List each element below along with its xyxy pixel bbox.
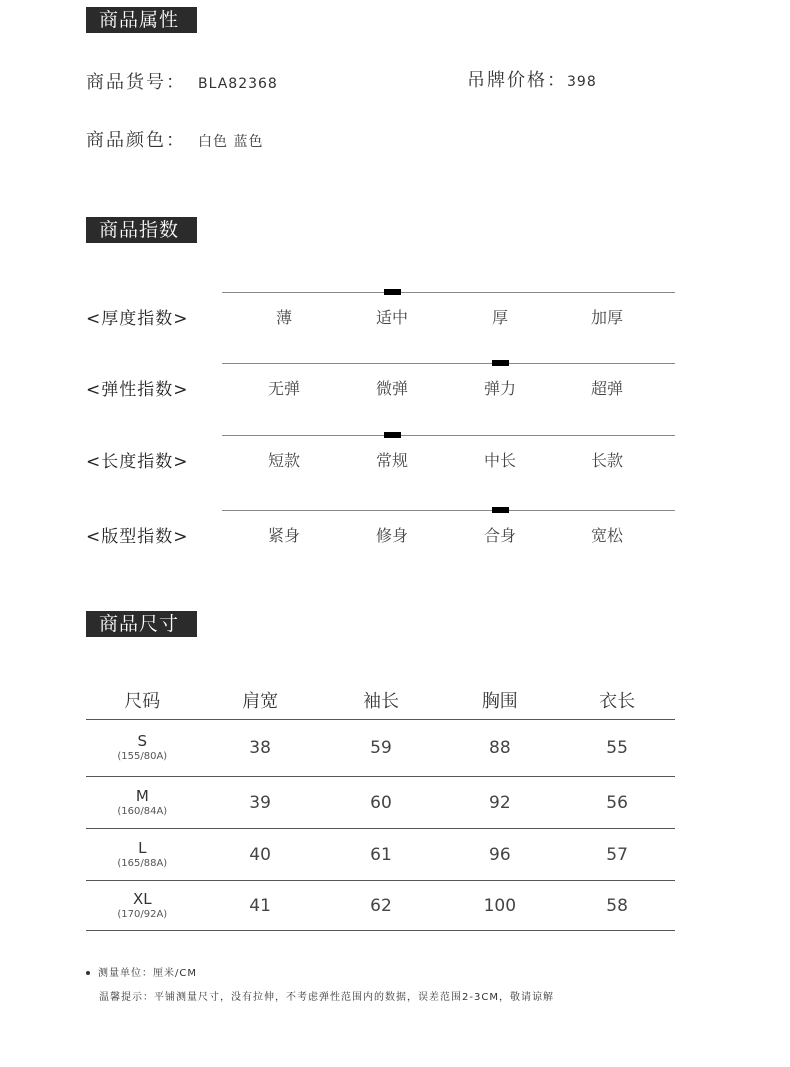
sleeve-cell: 62 <box>322 881 441 931</box>
index-option: 短款 <box>267 451 300 470</box>
index-selected-marker <box>492 360 509 366</box>
index-option: 微弹 <box>375 379 408 398</box>
index-option: 合身 <box>483 526 516 545</box>
index-scale-line <box>222 363 675 364</box>
index-option: 常规 <box>375 451 408 470</box>
bullet-icon <box>86 971 90 975</box>
index-label: <长度指数> <box>86 452 189 472</box>
tag-price-row <box>467 66 597 92</box>
index-scale-line <box>222 510 675 511</box>
index-label: <弹性指数> <box>86 380 189 400</box>
tag-price-value: 398 <box>567 74 597 90</box>
tip-note: 温馨提示：平铺测量尺寸，没有拉伸，不考虑弹性范围内的数据，误差范围2-3CM，敬请谅解 <box>99 992 554 1003</box>
size-spec: (170/92A) <box>117 908 168 920</box>
chest-cell: 96 <box>440 829 559 881</box>
size-cell <box>86 881 199 931</box>
index-option: 厚 <box>491 308 508 327</box>
chest-cell: 88 <box>440 720 559 777</box>
index-selected-marker <box>384 289 401 295</box>
item-number-value: BLA82368 <box>198 76 278 92</box>
section-title-index: 商品指数 <box>86 217 197 243</box>
table-row <box>86 881 675 931</box>
index-option: 无弹 <box>267 379 300 398</box>
shoulder-cell: 40 <box>199 829 322 881</box>
index-selected-marker <box>492 507 509 513</box>
size-spec: (155/80A) <box>117 751 168 762</box>
size-cell <box>86 720 199 777</box>
section-title-attributes: 商品属性 <box>86 7 197 33</box>
index-option: 修身 <box>375 526 408 545</box>
sleeve-cell: 60 <box>322 777 441 829</box>
chest-cell: 100 <box>440 881 559 931</box>
shoulder-cell: 38 <box>199 720 322 777</box>
index-option: 超弹 <box>590 379 623 398</box>
header-length: 衣长 <box>559 680 675 720</box>
size-table <box>86 680 675 931</box>
index-option: 薄 <box>275 308 292 327</box>
index-label: <版型指数> <box>86 527 189 547</box>
item-number-row <box>86 68 278 94</box>
size-spec: (165/88A) <box>117 857 168 869</box>
index-option: 弹力 <box>483 379 516 398</box>
index-scale-line <box>222 435 675 436</box>
measurement-unit-note <box>86 964 197 979</box>
index-option: 适中 <box>375 308 408 327</box>
size-name: L <box>138 838 147 857</box>
index-option: 中长 <box>483 451 516 470</box>
index-scale-line <box>222 292 675 293</box>
size-cell <box>86 829 199 881</box>
tag-price-label: 吊牌价格： <box>467 70 567 91</box>
index-option: 加厚 <box>590 308 623 327</box>
index-option: 长款 <box>590 451 623 470</box>
color-row <box>86 126 263 152</box>
index-label: <厚度指数> <box>86 309 189 329</box>
header-shoulder: 肩宽 <box>199 680 322 720</box>
item-number-label: 商品货号： <box>86 72 186 93</box>
index-option: 紧身 <box>267 526 300 545</box>
table-row <box>86 720 675 777</box>
shoulder-cell: 39 <box>199 777 322 829</box>
index-option: 宽松 <box>590 526 623 545</box>
shoulder-cell: 41 <box>199 881 322 931</box>
sleeve-cell: 59 <box>322 720 441 777</box>
chest-cell: 92 <box>440 777 559 829</box>
size-cell <box>86 777 199 829</box>
size-name: S <box>137 732 148 750</box>
length-cell: 55 <box>559 720 675 777</box>
size-table-header <box>86 680 675 720</box>
color-label: 商品颜色： <box>86 130 186 151</box>
section-title-size: 商品尺寸 <box>86 611 197 637</box>
header-sleeve: 袖长 <box>322 680 441 720</box>
color-value: 白色 蓝色 <box>198 134 264 150</box>
length-cell: 57 <box>559 829 675 881</box>
header-chest: 胸围 <box>440 680 559 720</box>
length-cell: 56 <box>559 777 675 829</box>
size-name: M <box>135 786 149 805</box>
sleeve-cell: 61 <box>322 829 441 881</box>
index-selected-marker <box>384 432 401 438</box>
size-name: XL <box>132 889 152 908</box>
size-spec: (160/84A) <box>117 805 168 817</box>
table-row <box>86 777 675 829</box>
length-cell: 58 <box>559 881 675 931</box>
measurement-unit-text: 测量单位：厘米/CM <box>98 968 197 979</box>
table-row <box>86 829 675 881</box>
header-size: 尺码 <box>86 680 199 720</box>
